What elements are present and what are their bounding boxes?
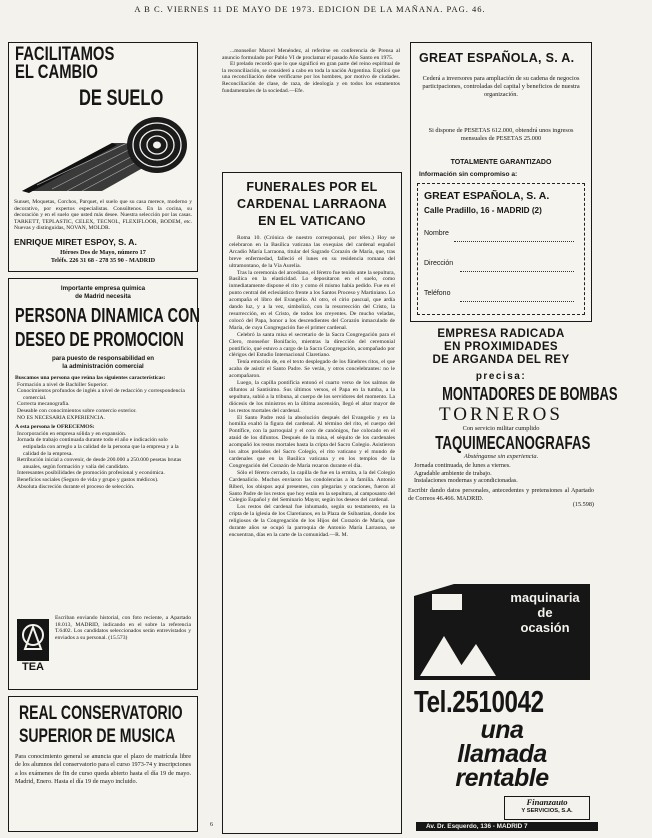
suelo-title-3: DE SUELO [79, 85, 164, 110]
coupon-field-address[interactable] [424, 260, 574, 272]
maquinaria-line-1: maquinaria [510, 590, 580, 605]
maquinaria-slogan-2: llamada [457, 740, 547, 768]
article-lead [222, 48, 400, 94]
empresa-title-3: DE ARGANDA DEL REY [432, 354, 570, 366]
persona-title-1: PERSONA DINAMICA CON [15, 305, 201, 327]
coupon-field-name[interactable] [424, 230, 574, 242]
conservatorio-title-2: SUPERIOR DE MUSICA [19, 726, 176, 747]
persona-req-item: Deseable con conocimientos sobre comercio exterior. [17, 407, 137, 414]
maquinaria-slogan-3: rentable [455, 764, 549, 792]
empresa-job-1-wrap [408, 384, 618, 405]
article-body [229, 235, 395, 539]
empresa-title [408, 328, 594, 367]
empresa-title-2: EN PROXIMIDADES [444, 341, 558, 353]
ad-great-espanola [410, 42, 592, 322]
ad-persona-dinamica [8, 278, 201, 690]
article-paragraph: El Santo Padre rezó la absolución después del Evangelio y en la homilía exaltó la figura del cardenal. Al término del rito, el cuerpo del Pontífice, con la parroquial y el coro de canónigos, fue colocado en el ataúd de los difuntos. Después de la misa, el séquito de los cardenales acompañó los restos mortales hasta la cripta del Sacro Colegio. Asistieron los altos prelados del Sacro Colegio, el rito vaticano y el mundo de cardenales que en la Basílica vaticana y en los templos de la Congregación del Corazón de María rezaron durante el día. [229, 414, 395, 469]
maquinaria-slogan [414, 718, 590, 790]
tea-logo-text: TEA [22, 661, 44, 673]
empresa-offer-item: Agradable ambiente de trabajo. [414, 469, 492, 477]
great-coupon [417, 183, 585, 315]
persona-req-item: NO ES NECESARIA EXPERIENCIA. [17, 414, 105, 421]
article-paragraph: Tenía emoción de, en el texto desplegado de los fúnebres ritos, el que acaba de asistir el Santo Padre. Se verán, y otros concelebrantes: no le acompañaron. [229, 359, 395, 380]
great-body-2: Si dispone de PESETAS 612.000, obtendrá unos ingresos mensuales de PESETAS 25.000 [428, 127, 574, 142]
tea-logo [17, 619, 49, 677]
empresa-job-3: TAQUIMECANOGRAFAS [435, 432, 591, 453]
persona-offer-item: Jornada de trabajo continuada durante todo el año e indicación solo estipulada con arreglo a la calidad de la persona que la empresa y a la calidad de la empresa. [17, 437, 179, 457]
persona-offer-item: Absoluta discreción durante el proceso de selección. [17, 483, 135, 490]
suelo-title-1: FACILITAMOS [15, 44, 115, 65]
empresa-exp: Absténganse sin experiencia. [463, 452, 539, 460]
persona-requirements [15, 375, 191, 490]
great-info: Información sin compromiso a: [419, 171, 518, 178]
great-guarantee: TOTALMENTE GARANTIZADO [450, 159, 552, 166]
empresa-ref: (15.598) [572, 501, 594, 509]
coupon-address: Calle Pradillo, 16 - MADRID (2) [424, 206, 542, 215]
coupon-field-label: Dirección [424, 260, 454, 267]
article-paragraph: Luego, la capilla pontificia entonó el cuarto verso de los salmos de difuntos al Santísimo. Sus últimos versos, el Papa en la tumba, a la sepultura, subió a la tribuna, al cuerpo de los servidores del momento. La diócesis de los ministros en la última ascensión, llegó el altar mayor de los restos mortales del cardenal. [229, 380, 395, 414]
coupon-field-line [460, 295, 574, 302]
tea-emblem-icon [17, 619, 49, 661]
persona-sub-1: para puesto de responsabilidad en [51, 355, 155, 362]
ad-cambio-de-suelo [8, 42, 198, 272]
ad-empresa-arganda [408, 328, 618, 578]
suelo-body: Sunset, Moquetas, Corchos, Parquet, el suelo que su casa merece, moderno y decorativo, por expertos especialistas. Consúltenos. En la cocina, su decoración y en el suelo que usted más desee. Nuestra selección por las casas. TARKETT, TEPLASTIC, CELEX, TECNOL, FLEXIFLOOR, BODEM, etc. Nuevas y distinguidas, NOVAN, MOLDR. [14, 199, 192, 232]
finanzauto-logo-2: Y SERVICIOS, S.A. [521, 808, 573, 814]
finanzauto-logo [504, 796, 590, 820]
empresa-title-1: EMPRESA RADICADA [437, 328, 565, 340]
maquinaria-slogan-1: una [480, 716, 524, 744]
persona-req-item: Formación a nivel de Bachiller Superior. [17, 381, 109, 388]
persona-title-2: DESEO DE PROMOCION [15, 329, 184, 351]
article-footnote: 6 [210, 822, 213, 828]
coupon-field-line [460, 265, 574, 272]
article-paragraph: Sólo el féretro cerrado, la capilla de fue en la ermita, a la del Colegio Cardenalicio. Muchos enviaron las condolencias a la familia. Antonio Riberi, los obispos aquí presentes, con plegarias y oraciones, fueron al Santo Padre de los restos que hoy están en la sepultura, al camposanto del Colegio Español y del Seminario Mayor, según los deseos del cardenal. [229, 469, 395, 504]
persona-sub-2: la administración comercial [62, 363, 144, 370]
persona-intro-2: de Madrid necesita [75, 293, 131, 300]
ad-real-conservatorio [8, 696, 198, 832]
coupon-field-label: Nombre [424, 230, 449, 237]
conservatorio-body: Para conocimiento general se anuncia que el plazo de matrícula libre de los alumnos del conservatorio para el curso 1973-74 y inscripciones a los exámenes de fin de curso queda abierto hasta el día 19 de mayo. Madrid, Enero. Hasta el día 19 de mayo incluido. [15, 753, 191, 786]
empresa-job-1: MONTADORES DE BOMBAS [442, 384, 618, 404]
empresa-closing: Escribir dando datos personales, antecedentes y pretensiones al Apartado de Correos 46.466. MADRID. [408, 486, 594, 502]
maquinaria-address: Av. Dr. Esquerdo, 136 - MADRID 7 [416, 822, 598, 831]
suelo-address: Héroes Dos de Mayo, número 17 [60, 249, 146, 256]
coupon-field-line [454, 235, 574, 242]
empresa-offer-item: Instalaciones modernas y acondicionadas. [414, 477, 518, 485]
empresa-job-3-pre: Con servicio militar cumplido [462, 425, 540, 432]
coupon-field-label: Teléfono [424, 290, 451, 297]
persona-req-item: Correcta mecanografía. [17, 401, 70, 408]
article-lead-paragraph: El prelado recordó que lo que significó en gran parte del reino espiritual de la reconciliación, se consideró a cabo en toda la nación Argentina. Explicó que una reconciliación debe verificarse por los hombres, por motivo de ciudades. Reconciliación de clase, de raza, de ideología y en todos los estamentos fundamentales de la sociedad.—Efe. [222, 61, 400, 94]
maquinaria-line-2: de [537, 605, 553, 620]
coupon-field-phone[interactable] [424, 290, 574, 302]
persona-offer-item: Incorporación en empresa sólida y en expansión. [17, 430, 127, 437]
persona-offer-item: Interesantes posibilidades de promoción profesional y económica. [17, 470, 165, 477]
empresa-offers [408, 462, 594, 485]
carpet-roll-illustration [17, 113, 192, 197]
suelo-title-2: EL CAMBIO [15, 62, 98, 83]
persona-offer-intro: A esta persona le OFRECEMOS: [15, 424, 95, 431]
article-paragraph: Celebró la santa misa el secretario de la Sacra Congregación para el Clero, monseñor Bonifacio, mientras la dirección del ceremonial pontificio, qué estuvo a cargo de la Sacra Congregación, acompañado por clérigos del Estudio Internacional Claretiano. [229, 331, 395, 359]
conservatorio-title-1: REAL CONSERVATORIO [19, 703, 183, 724]
great-body: Cederá a inversores para ampliación de su cadena de negocios participaciones, controladas del capital y beneficios de nuestra organización. [422, 75, 580, 98]
empresa-job-3-wrap [408, 433, 594, 454]
persona-intro-1: Importante empresa química [60, 285, 146, 292]
article-paragraph: Tras la ceremonia del arcediano, el féretro fue tenido ante la sepultura, Basílica en la elasticidad. Lo depositaron en el suelo, como inmediatamente dispone el rito y como él mismo había pedido. Fue en el punto central del eclesiástico frente a los Santos Proceso y Martiniano. Lo acompaña el libro del Evangelio. Al otro, el cirio pascual, que ardía dando luz, y a la vez, simbolizó, con la resurrección del Cristo, la resurrección, en el Cristo, de todos los creyentes. De mucho veladas, colocó del Papa, honor a los descendientes del Corazón inmaculado de María, de cuya Congregación fue el primer cardenal. [229, 269, 395, 331]
article-funerales [222, 172, 402, 834]
ad-maquinaria [414, 584, 590, 832]
suelo-phones: Teléfs. 226 31 68 - 278 35 90 - MADRID [50, 257, 156, 264]
empresa-job-2: TORNEROS [439, 404, 563, 425]
article-lead-paragraph: ...monseñor Marcel Menéndez, al referirse en conferencia de Prensa al anuncio formulado por Pablo VI de proclamar el pasado Año Santo en 1975. [222, 48, 400, 61]
persona-closing: Escriban enviando historial, con foto reciente, a Apartado 18.013, MADRID, indicando en el sobre la referencia T.6402. Los candidatos seleccionados serán entrevistados y enviados a su personal. (15.573) [55, 615, 191, 641]
maquinaria-text [502, 590, 588, 635]
article-headline: FUNERALES POR EL CARDENAL LARRAONA EN EL VATICANO [236, 180, 387, 228]
coupon-title: GREAT ESPAÑOLA, S. A. [424, 190, 550, 202]
great-title: GREAT ESPAÑOLA, S. A. [419, 51, 575, 65]
article-paragraph: Los restos del cardenal fue inhumado, según su testamento, en la cripta de la iglesia de los Claretianos, en la Plaza de Ssibastian, donde los religiosos de la Congregación de los Hijos del Corazón de María, que durante años se ocupó la parroquia de Antonio María Larraona, se encuentran, días en la carte de la comunidad.—R. M. [229, 504, 395, 538]
empresa-offer-item: Jornada continuada, de lunes a viernes. [414, 462, 511, 470]
article-paragraph: Roma 10. (Crónica de nuestro corresponsal, por télex.) Hoy se celebraron en la Basílica vaticana las exequias del cardenal español Arcadio María Larraona, titular del Sagrado Corazón de María, que, tras breve enfermedad, falleció el lunes en su residencia romana del ultramontano, de la Vía Aurelia. [229, 235, 395, 269]
persona-offer-item: Beneficios sociales (Seguro de vida y grupo y gastos médicos). [17, 476, 159, 483]
maquinaria-line-3: ocasión [520, 620, 570, 635]
page-header: A B C. VIERNES 11 DE MAYO DE 1973. EDICION DE LA MAÑANA. PAG. 46. [134, 4, 486, 14]
persona-offer-item: Retribución inicial a convenir, de desde 200.000 a 250.000 pesetas brutas anuales, según formación y valía del candidato. [17, 457, 182, 470]
empresa-precisa: precisa: [475, 371, 527, 382]
persona-req-intro: Buscamos una persona que reúna las siguientes características: [15, 375, 166, 381]
persona-req-item: Conocimientos profundos de inglés a nivel de redacción y correspondencia comercial. [17, 388, 185, 401]
suelo-company: ENRIQUE MIRET ESPOY, S. A. [14, 237, 137, 247]
maquinaria-phone: Tel.2510042 [414, 684, 544, 719]
finanzauto-logo-1: Finanzauto [526, 797, 568, 807]
